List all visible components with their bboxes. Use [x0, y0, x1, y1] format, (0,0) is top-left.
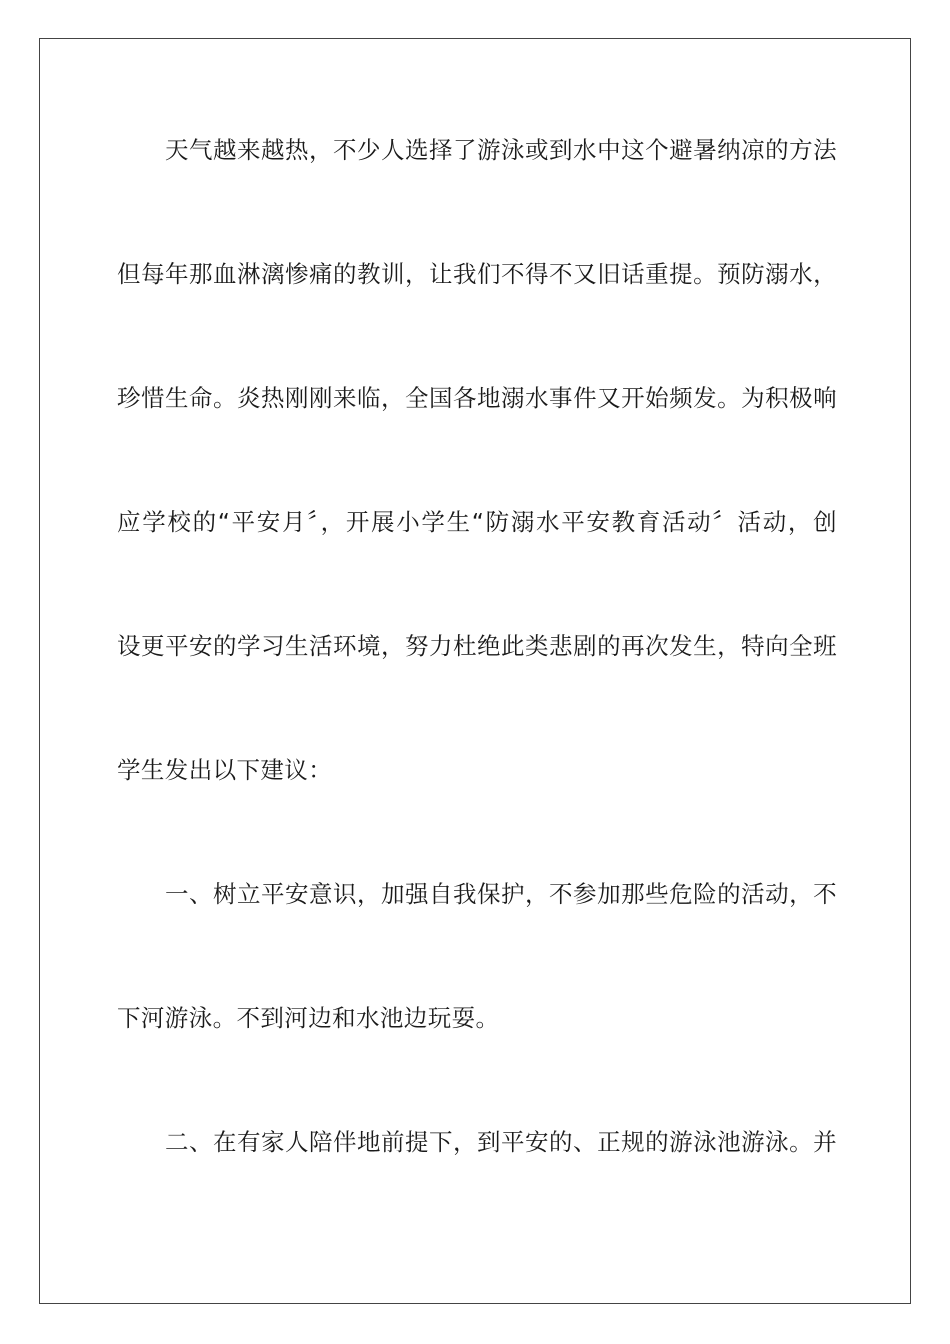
paragraph-2-line-1: 一、树立平安意识，加强自我保护，不参加那些危险的活动，不	[165, 880, 837, 908]
paragraph-1-line-1: 天气越来越热，不少人选择了游泳或到水中这个避暑纳凉的方法	[165, 136, 837, 164]
paragraph-1-line-6: 学生发出以下建议：	[117, 756, 333, 784]
paragraph-1-line-4: 应学校的“平安月〞，开展小学生“防溺水平安教育活动〞活动，创	[117, 508, 837, 536]
paragraph-3-line-1: 二、在有家人陪伴地前提下，到平安的、正规的游泳池游泳。并	[165, 1128, 837, 1156]
paragraph-2-line-2: 下河游泳。不到河边和水池边玩耍。	[117, 1004, 500, 1032]
paragraph-1-line-5: 设更平安的学习生活环境，努力杜绝此类悲剧的再次发生，特向全班	[117, 632, 837, 660]
page-border	[39, 38, 911, 1304]
paragraph-1-line-3: 珍惜生命。炎热刚刚来临，全国各地溺水事件又开始频发。为积极响	[117, 384, 837, 412]
paragraph-1-line-2: 但每年那血淋漓惨痛的教训，让我们不得不又旧话重提。预防溺水，	[117, 260, 837, 288]
